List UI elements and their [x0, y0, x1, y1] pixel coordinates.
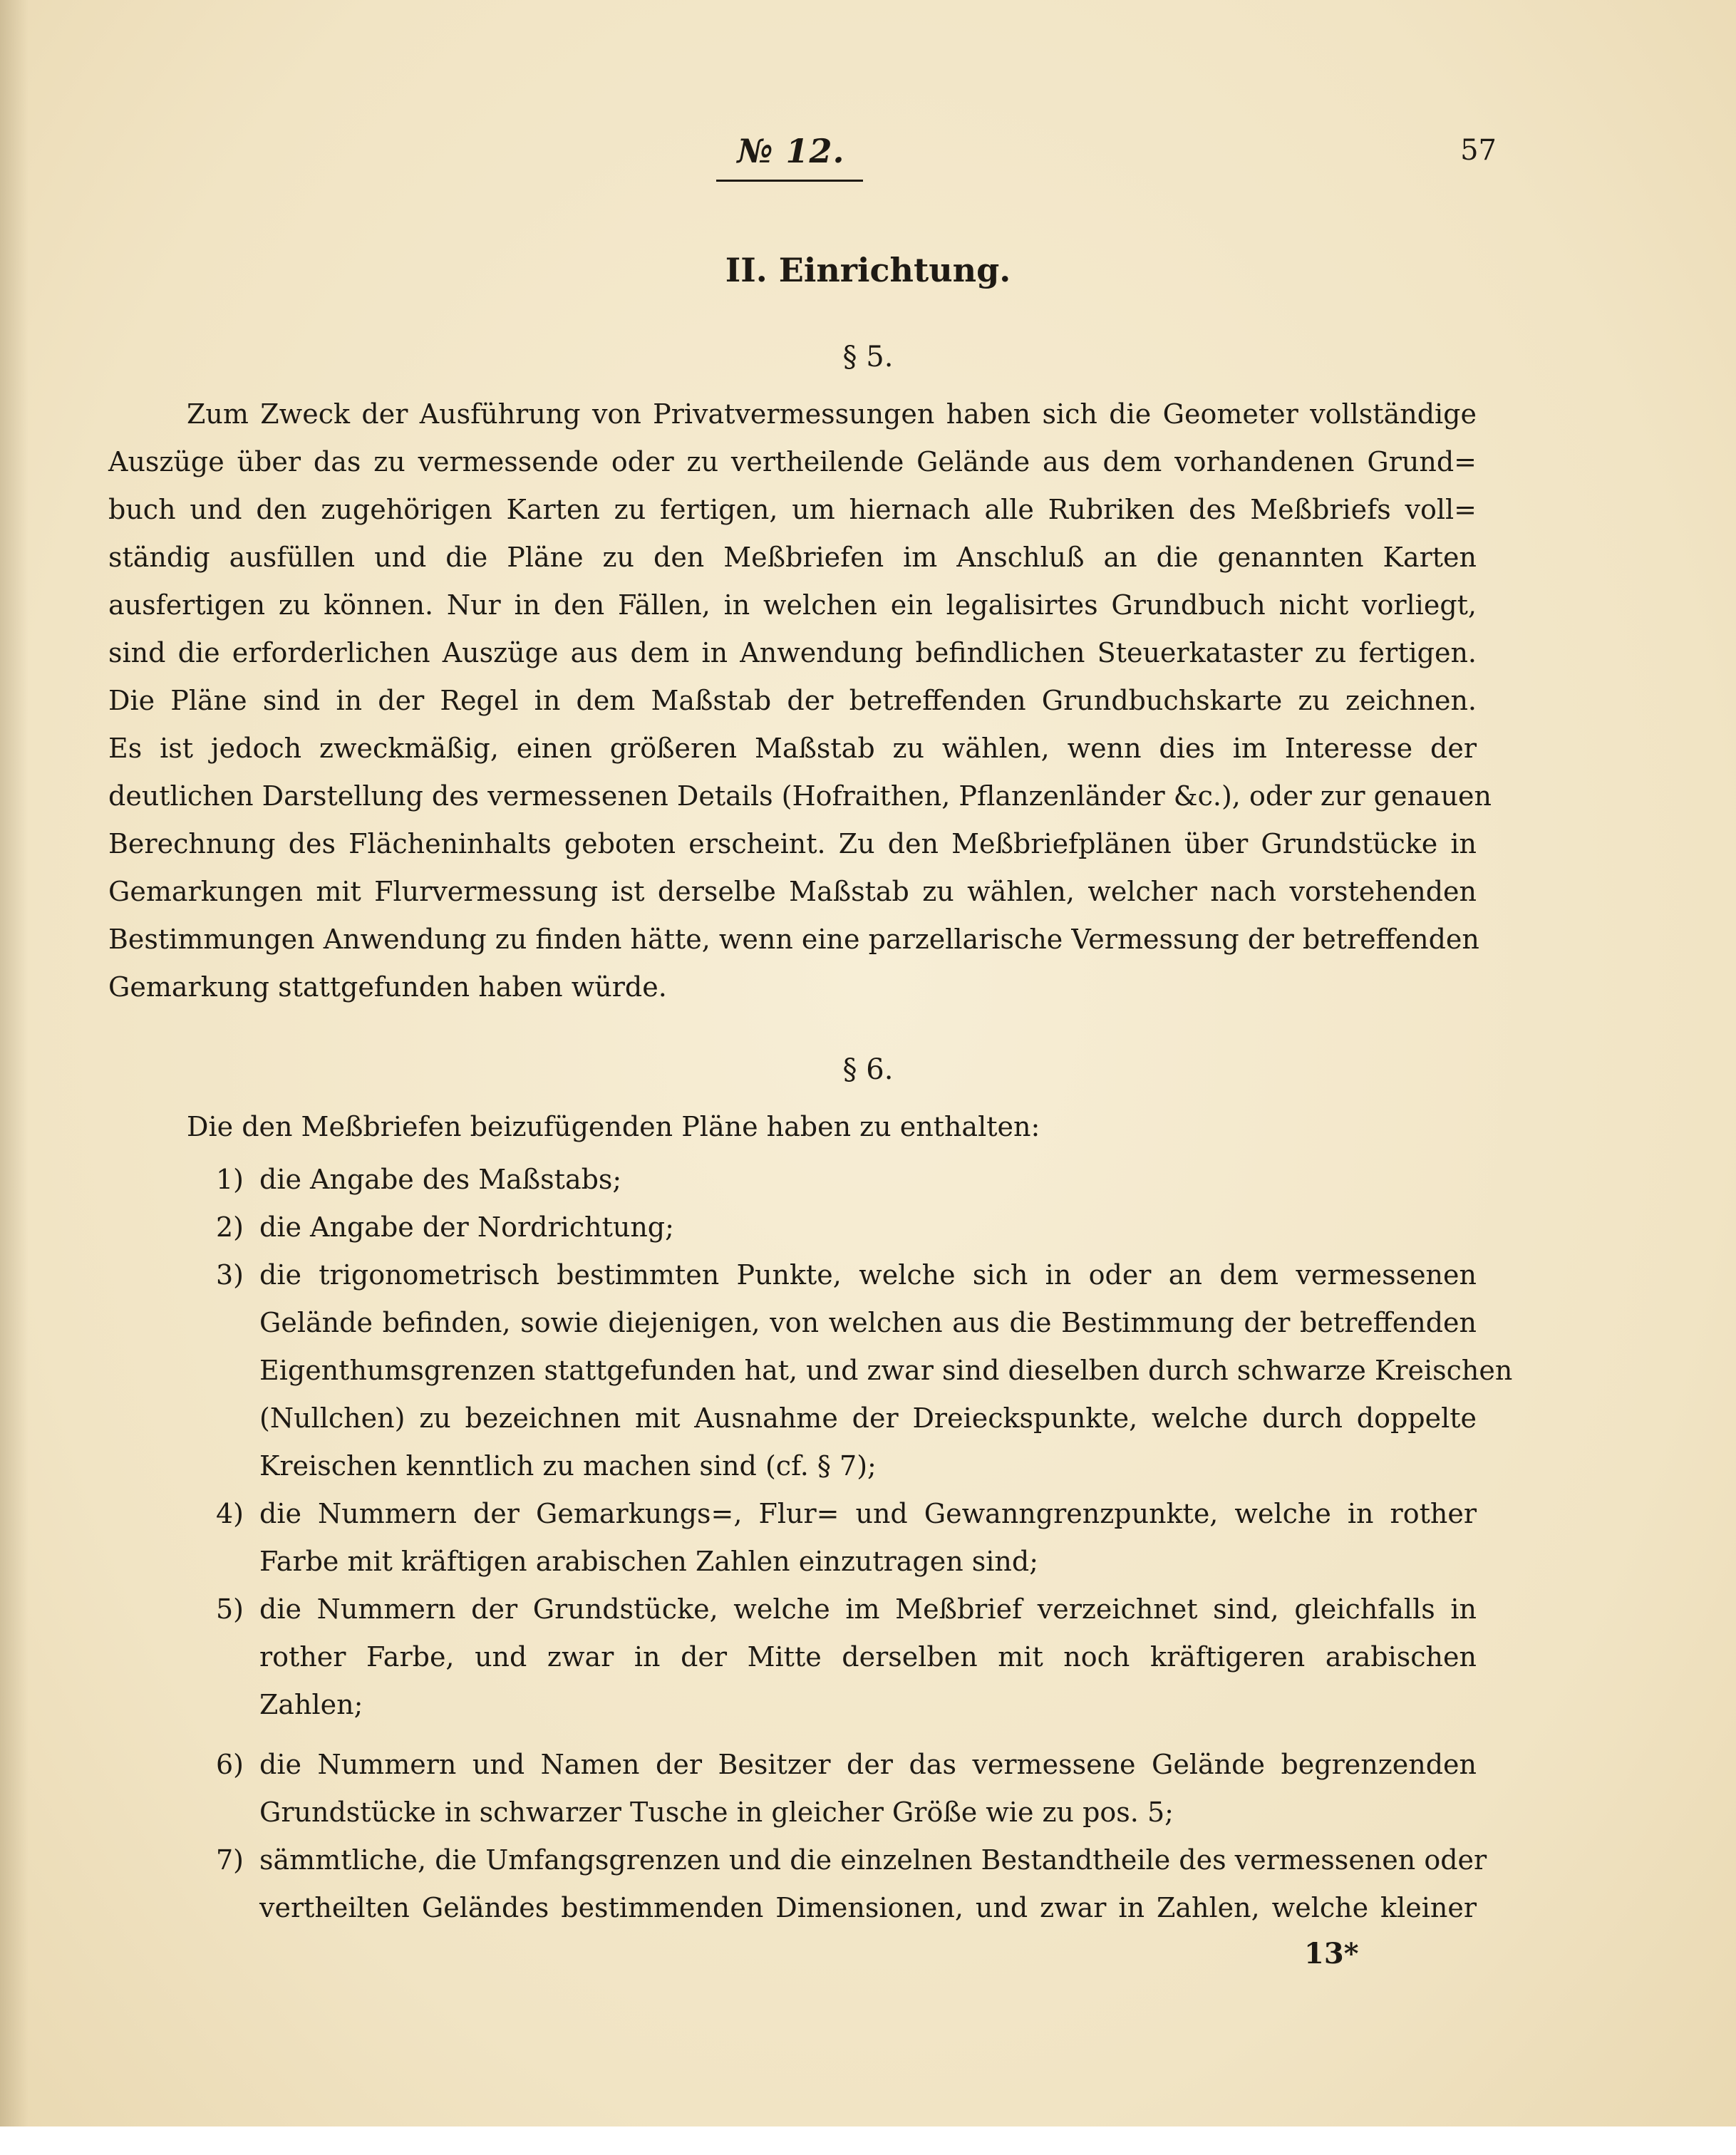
page-number: 57 [1460, 134, 1497, 167]
list-item-number: 3) [215, 1259, 244, 1291]
list-item-number: 5) [215, 1593, 244, 1625]
para5-line: Zum Zweck der Ausführung von Privatvermessungen haben sich die Geometer vollständige [187, 398, 1477, 430]
section-title: II. Einrichtung. [725, 251, 1011, 289]
para5-line: ausfertigen zu können. Nur in den Fällen, in welchen ein legalisirtes Grundbuch nicht vorliegt, [108, 589, 1477, 621]
list-item-line: Farbe mit kräftigen arabischen Zahlen einzutragen sind; [259, 1546, 1039, 1577]
list-item-line: Grundstücke in schwarzer Tusche in gleicher Größe wie zu pos. 5; [259, 1797, 1174, 1828]
para6-intro: Die den Meßbriefen beizufügenden Pläne haben zu enthalten: [187, 1111, 1040, 1142]
list-item-line: Eigenthumsgrenzen stattgefunden hat, und zwar sind dieselben durch schwarze Kreischen [259, 1355, 1513, 1386]
para5-line: Gemarkungen mit Flurvermessung ist derselbe Maßstab zu wählen, welcher nach vorstehenden [108, 876, 1477, 907]
para5-line: Auszüge über das zu vermessende oder zu vertheilende Gelände aus dem vorhandenen Grund= [108, 446, 1477, 477]
list-item-number: 7) [215, 1844, 244, 1876]
para5-line: Es ist jedoch zweckmäßig, einen größeren Maßstab zu wählen, wenn dies im Interesse der [108, 733, 1477, 764]
list-item-line: Kreischen kenntlich zu machen sind (cf. § 7); [259, 1450, 877, 1482]
issue-number: № 12. [737, 132, 845, 170]
list-item-line: die Angabe der Nordrichtung; [259, 1211, 674, 1243]
signature-mark: 13* [1304, 1937, 1359, 1970]
list-item-line: die Angabe des Maßstabs; [259, 1164, 622, 1195]
list-item-number: 2) [215, 1211, 244, 1243]
list-item-line: die Nummern der Grundstücke, welche im Meßbrief verzeichnet sind, gleichfalls in [259, 1593, 1477, 1625]
list-item-number: 4) [215, 1498, 244, 1529]
para5-line: deutlichen Darstellung des vermessenen Details (Hofraithen, Pflanzenländer &c.), oder zur genauen [108, 780, 1492, 812]
para5-line: ständig ausfüllen und die Pläne zu den Meßbriefen im Anschluß an die genannten Karten [108, 542, 1477, 573]
list-item-line: (Nullchen) zu bezeichnen mit Ausnahme der Dreieckspunkte, welche durch doppelte [259, 1402, 1477, 1434]
para5-line: Berechnung des Flächeninhalts geboten erscheint. Zu den Meßbriefplänen über Grundstücke in [108, 828, 1477, 859]
list-item-line: vertheilten Geländes bestimmenden Dimensionen, und zwar in Zahlen, welche kleiner [259, 1892, 1477, 1923]
list-item-line: rother Farbe, und zwar in der Mitte derselben mit noch kräftigeren arabischen [259, 1641, 1477, 1673]
para5-line: Die Pläne sind in der Regel in dem Maßstab der betreffenden Grundbuchskarte zu zeichnen. [108, 685, 1477, 716]
para5-line: Bestimmungen Anwendung zu finden hätte, wenn eine parzellarische Vermessung der betreffenden [108, 924, 1479, 955]
issue-number-underline [716, 180, 863, 182]
list-item-line: Gelände befinden, sowie diejenigen, von welchen aus die Bestimmung der betreffenden [259, 1307, 1477, 1338]
para5-line: Gemarkung stattgefunden haben würde. [108, 971, 667, 1003]
list-item-line: die trigonometrisch bestimmten Punkte, welche sich in oder an dem vermessenen [259, 1259, 1477, 1291]
scan-bottom-margin [0, 2126, 1736, 2155]
paragraph-heading-5: § 5. [842, 341, 894, 373]
para5-line: sind die erforderlichen Auszüge aus dem in Anwendung befindlichen Steuerkataster zu fertigen. [108, 637, 1477, 668]
list-item-line: die Nummern der Gemarkungs=, Flur= und Gewanngrenzpunkte, welche in rother [259, 1498, 1477, 1529]
para5-line: buch und den zugehörigen Karten zu fertigen, um hiernach alle Rubriken des Meßbriefs voll= [108, 494, 1477, 525]
list-item-number: 1) [215, 1164, 244, 1195]
list-item-number: 6) [215, 1749, 244, 1780]
list-item-line: sämmtliche, die Umfangsgrenzen und die einzelnen Bestandtheile des vermessenen oder [259, 1844, 1487, 1876]
paragraph-heading-6: § 6. [842, 1053, 894, 1086]
list-item-line: Zahlen; [259, 1689, 363, 1720]
list-item-line: die Nummern und Namen der Besitzer der das vermessene Gelände begrenzenden [259, 1749, 1477, 1780]
